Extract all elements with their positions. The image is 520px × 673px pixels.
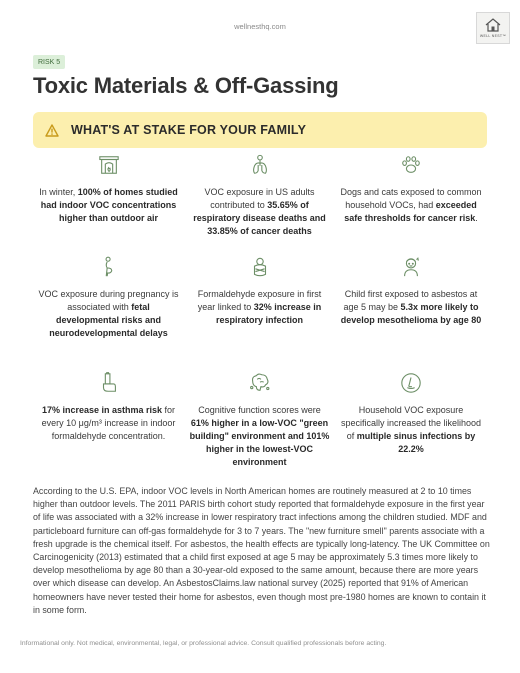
stat-text: Cognitive function scores were 61% higher in a low-VOC "green building" environment and 101% higher in the lowest-VOC environment: [189, 405, 330, 467]
stat-text: Child first exposed to asbestos at age 5 may be 5.3x more likely to develop mesothelioma by age 80: [340, 289, 482, 325]
stakes-label: WHAT'S AT STAKE FOR YOUR FAMILY: [71, 123, 307, 137]
sinus-icon: [400, 372, 422, 394]
logo-text: WELL NEST™: [479, 34, 507, 38]
stat-text: Dogs and cats exposed to common household VOCs, had exceeded safe thresholds for cancer risk.: [340, 187, 482, 223]
stat-text: In winter, 100% of homes studied had indoor VOC concentrations higher than outdoor air: [39, 187, 178, 223]
child-icon: [400, 256, 422, 278]
stat-card: [335, 254, 487, 370]
stat-card: [184, 152, 335, 254]
warning-icon: [45, 124, 59, 137]
disclaimer: Informational only. Not medical, environmental, legal, or professional advice. Consult qualified professionals before acting.: [20, 640, 387, 647]
site-url: wellnesthq.com: [234, 22, 286, 31]
inhaler-icon: [98, 372, 120, 394]
stakes-banner: [33, 112, 487, 148]
stat-card: [184, 370, 335, 480]
body-paragraph: According to the U.S. EPA, indoor VOC levels in North American homes are routinely measured at 2 to 10 times higher than outdoor levels. The 2011 PARIS birth cohort study reported that formaldehyde exposure in the first year of life was associated with a 32% increase in lower respiratory tract infections among the children studied. MDF and particleboard furniture can off-gas formaldehyde for 3 to 7 years. The "new furniture smell" parents associate with a fresh upgrade is the chemical itself. For asbestos, the health effects are typically long-latency. The UK Committee on Carcinogenicity (2013) estimated that a child first exposed at age 5 may be approximately 5.3 times more likely to develop mesothelioma by age 80 than a 30-year-old exposed to the same amount, because there are more years over which disease can develop. An AsbestosClaims.law national survey (2025) reported that 91% of American homeowners have never tested their home for asbestos, even though most pre-1980 homes are known to contain it in some form.: [33, 486, 490, 615]
stat-card: [335, 152, 487, 254]
paw-icon: [400, 154, 422, 176]
stat-text: 17% increase in asthma risk for every 10 μg/m³ increase in indoor formaldehyde concentration.: [41, 405, 176, 441]
stat-card: [33, 152, 184, 254]
fireplace-icon: [98, 154, 120, 176]
stats-grid: [33, 152, 487, 480]
stat-card: [335, 370, 487, 480]
stat-text: VOC exposure in US adults contributed to 35.65% of respiratory disease deaths and 33.85% of cancer deaths: [193, 187, 326, 236]
baby-icon: [249, 256, 271, 278]
brain-icon: [249, 372, 271, 394]
stat-text: Household VOC exposure specifically increased the likelihood of multiple sinus infections by 22.2%: [340, 405, 482, 454]
pregnant-icon: [98, 256, 120, 278]
stat-card: [33, 254, 184, 370]
stat-card: [184, 254, 335, 370]
lungs-icon: [249, 154, 271, 176]
risk-badge: RISK 5: [33, 55, 65, 69]
stat-card: [33, 370, 184, 480]
house-logo-icon: [485, 18, 501, 32]
page-title: Toxic Materials & Off-Gassing: [33, 73, 339, 98]
brand-logo[interactable]: [476, 12, 510, 44]
stat-text: VOC exposure during pregnancy is associated with fetal developmental risks and neurodevelopmental delays: [38, 289, 179, 338]
stat-text: Formaldehyde exposure in first year linked to 32% increase in respiratory infection: [197, 289, 322, 325]
